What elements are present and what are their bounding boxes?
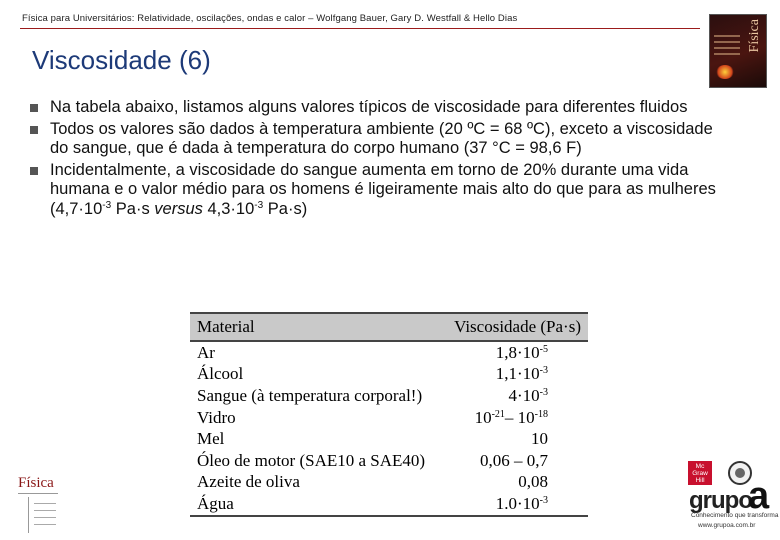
value-base: 10	[474, 407, 492, 427]
book-cover-thumbnail	[709, 14, 767, 88]
cell-viscosity	[442, 472, 588, 494]
exponent: -21	[491, 408, 505, 420]
exponent: -3	[254, 199, 264, 211]
cover-lines	[714, 35, 740, 59]
header-citation: Física para Universitários: Relatividade, oscilações, ondas e calor – Wolfgang Bauer, Gary D. Westfall & Hello Dias	[22, 13, 518, 24]
column-header-material: Material	[190, 313, 442, 341]
cell-viscosity	[442, 493, 588, 516]
exponent: -3	[539, 365, 548, 377]
bullet-text: Todos os valores são dados à temperatura ambiente (20 ºC = 68 ºC), exceto a viscosidade do sangue, que é dada à temperatura do corpo humano (37 °C = 98,6 F)	[50, 119, 713, 157]
table-row	[190, 472, 588, 494]
cell-viscosity	[442, 341, 588, 364]
column-header-viscosity: Viscosidade (Pa·s)	[442, 313, 588, 341]
bullet-item	[30, 98, 720, 118]
mcgraw-hill-logo: Mc Graw Hill	[688, 461, 712, 485]
cover-glow	[716, 65, 734, 79]
cover-title: Física	[747, 19, 762, 53]
cell-material: Mel	[197, 429, 225, 449]
cell-material: Óleo de motor (SAE10 a SAE40)	[197, 450, 426, 470]
publisher-logos	[688, 461, 779, 537]
cell-material: Álcool	[197, 364, 244, 384]
cell-material: Sangue (à temperatura corporal!)	[197, 385, 423, 405]
value-mid: – 10	[504, 407, 535, 427]
fisica-logo-word: Física	[18, 475, 54, 491]
bullet-text-part: Pa·s)	[263, 199, 308, 218]
value-base: 0,06 – 0,7	[480, 450, 548, 470]
bullet-square-icon	[30, 104, 38, 112]
cell-material: Vidro	[197, 407, 236, 427]
cell-material: Ar	[197, 342, 215, 362]
table-row	[190, 364, 588, 386]
table-row	[190, 450, 588, 472]
cell-viscosity	[442, 364, 588, 386]
value-base: 4·10	[508, 385, 540, 405]
table-row	[190, 493, 588, 516]
grupo-logo-word: grupo	[689, 487, 752, 514]
cell-viscosity	[442, 407, 588, 429]
viscosity-table	[190, 312, 588, 517]
fisica-logo	[18, 475, 88, 535]
slide-title: Viscosidade (6)	[32, 45, 211, 75]
bullet-text-part: Incidentalmente, a viscosidade do sangue aumenta em torno de 20% durante uma vida humana e o valor médio para os homens é ligeiramente mais alto do que para as mulheres (4,7·10	[50, 160, 716, 218]
cell-viscosity	[442, 450, 588, 472]
bullet-text	[50, 161, 716, 218]
exponent: -5	[539, 343, 548, 355]
table-row	[190, 407, 588, 429]
table-row	[190, 385, 588, 407]
cell-material: Azeite de oliva	[197, 472, 300, 492]
cell-viscosity	[442, 385, 588, 407]
table-header-row	[190, 313, 588, 341]
value-base: 0,08	[518, 472, 548, 492]
bullet-text: Na tabela abaixo, listamos alguns valores típicos de viscosidade para diferentes fluidos	[50, 98, 688, 116]
exponent: -3	[539, 386, 548, 398]
table-row	[190, 428, 588, 450]
exponent: -18	[534, 408, 548, 420]
logo-rule	[18, 493, 58, 494]
logo-lines	[28, 497, 53, 533]
bullet-text-part: 4,3·10	[202, 199, 255, 218]
publisher-tagline: Conhecimento que transforma	[691, 512, 779, 519]
bullet-square-icon	[30, 126, 38, 134]
value-base: 10	[531, 429, 548, 449]
bullet-item	[30, 161, 720, 220]
bullet-item	[30, 120, 720, 159]
value-base: 1,8·10	[495, 342, 540, 362]
value-base: 1.0·10	[495, 493, 540, 513]
header-rule	[20, 28, 700, 29]
exponent: -3	[539, 494, 548, 506]
table-row	[190, 341, 588, 364]
publisher-url: www.grupoa.com.br	[698, 522, 756, 529]
exponent: -3	[102, 199, 112, 211]
grupo-a-mark: a	[748, 475, 770, 517]
value-base: 1,1·10	[495, 364, 540, 384]
bullet-list	[30, 98, 720, 221]
cell-material: Água	[190, 493, 442, 516]
bullet-square-icon	[30, 167, 38, 175]
versus-italic: versus	[154, 199, 203, 218]
cell-viscosity	[442, 428, 588, 450]
bullet-text-part: Pa·s	[111, 199, 155, 218]
